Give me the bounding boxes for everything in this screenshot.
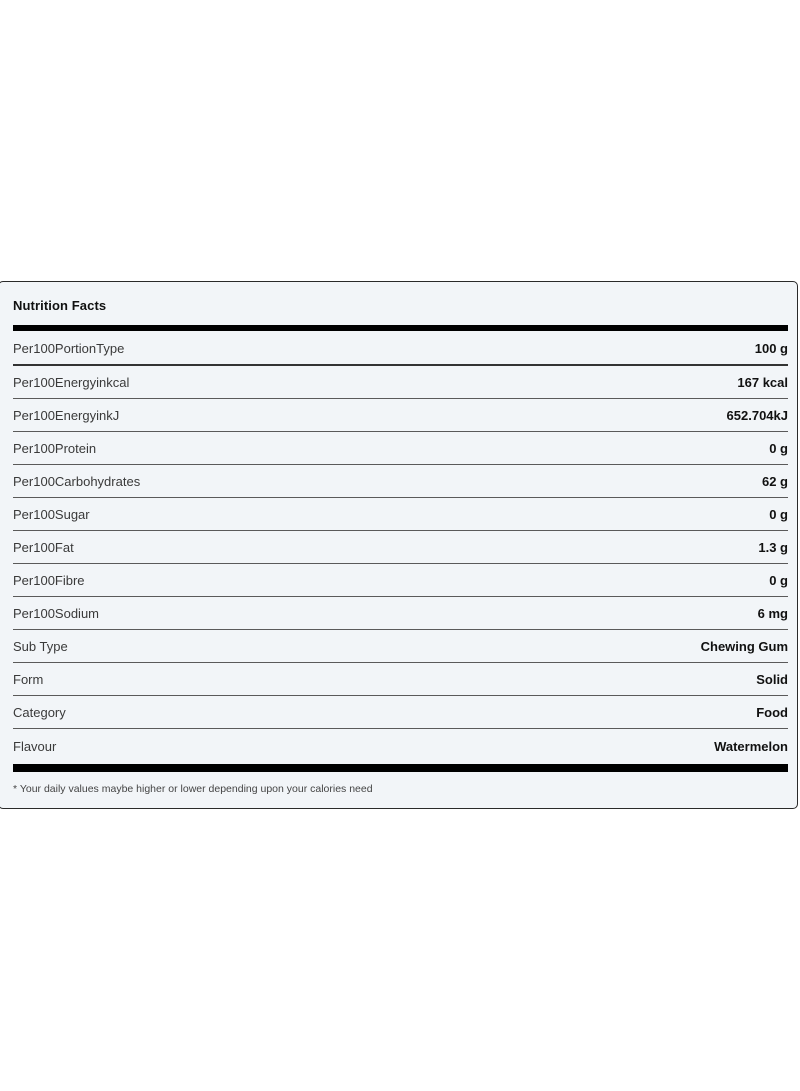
row-label: Per100PortionType: [13, 341, 125, 356]
row-label: Per100Carbohydrates: [13, 474, 141, 489]
row-label: Per100Protein: [13, 441, 97, 456]
row-value: 0 g: [769, 441, 788, 456]
row-label: Per100Energyinkcal: [13, 375, 130, 390]
row-label: Per100EnergyinkJ: [13, 408, 120, 423]
table-row: [13, 331, 788, 366]
panel-title: Nutrition Facts: [13, 298, 107, 313]
bottom-divider-bar: [13, 764, 788, 772]
table-row: [13, 630, 788, 663]
row-value: 62 g: [761, 474, 788, 489]
table-row: [13, 597, 788, 630]
row-value: 167 kcal: [737, 375, 788, 390]
row-value: Solid: [756, 672, 788, 687]
row-label: Per100Sodium: [13, 606, 99, 621]
row-label: Per100Sugar: [13, 507, 90, 522]
table-row: [13, 465, 788, 498]
row-value: 652.704kJ: [726, 408, 788, 423]
table-row: [13, 498, 788, 531]
row-label: Flavour: [13, 739, 57, 754]
footnote: * Your daily values maybe higher or lower depending upon your calories need: [13, 783, 373, 795]
row-label: Category: [13, 705, 66, 720]
row-value: Watermelon: [714, 739, 788, 754]
table-row: [13, 564, 788, 597]
row-value: 0 g: [769, 507, 788, 522]
row-value: Chewing Gum: [700, 639, 788, 654]
row-value: 1.3 g: [758, 540, 788, 555]
table-row: [13, 696, 788, 729]
row-label: Per100Fat: [13, 540, 74, 555]
table-row: [13, 531, 788, 564]
table-row: [13, 729, 788, 762]
row-value: 100 g: [754, 341, 788, 356]
row-label: Per100Fibre: [13, 573, 85, 588]
table-row: [13, 366, 788, 399]
table-row: [13, 663, 788, 696]
row-label: Form: [13, 672, 44, 687]
table-row: [13, 432, 788, 465]
row-value: 0 g: [769, 573, 788, 588]
row-value: 6 mg: [757, 606, 788, 621]
table-row: [13, 399, 788, 432]
row-label: Sub Type: [13, 639, 68, 654]
nutrition-facts-panel: [0, 281, 798, 809]
row-value: Food: [756, 705, 788, 720]
nutrition-table: [13, 331, 788, 762]
